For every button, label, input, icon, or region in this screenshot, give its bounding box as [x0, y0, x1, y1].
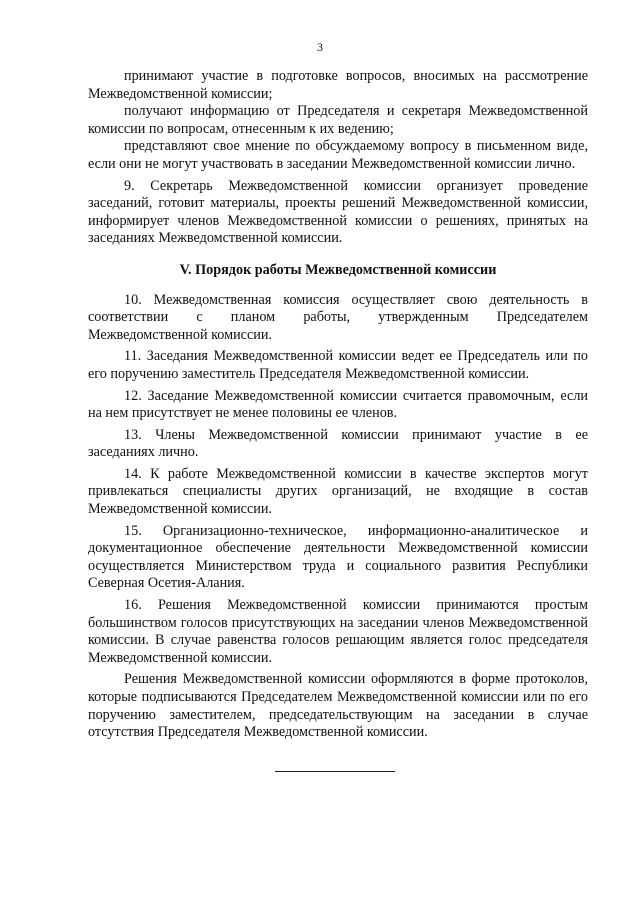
end-divider-line: [275, 771, 395, 772]
paragraph: 14. К работе Межведомственной комиссии в качестве экспертов могут привлекаться специалисты других организаций, не входящие в состав Межведомственной комиссии.: [88, 465, 588, 518]
paragraph: 13. Члены Межведомственной комиссии принимают участие в ее заседаниях лично.: [88, 426, 588, 461]
document-body: [88, 68, 588, 742]
paragraph: 9. Секретарь Межведомственной комиссии организует проведение заседаний, готовит материалы, проекты решений Межведомственной комиссии, информирует членов Межведомственной комиссии о решениях, принятых на заседаниях Межведомственной комиссии.: [88, 177, 588, 247]
paragraph: 15. Организационно-техническое, информационно-аналитическое и документационное обеспечение деятельности Межведомственной комиссии осуществляется Министерством труда и социального развития Республики Северная Осетия-Алания.: [88, 522, 588, 592]
paragraph: Решения Межведомственной комиссии оформляются в форме протоколов, которые подписываются Председателем Межведомственной комиссии или по его поручению заместителем, председательствующим на заседании в случае отсутствия Председателя Межведомственной комиссии.: [88, 671, 588, 741]
paragraph: 16. Решения Межведомственной комиссии принимаются простым большинством голосов присутствующих на заседании членов Межведомственной комиссии. В случае равенства голосов решающим является голос председателя Межведомственной комиссии.: [88, 597, 588, 666]
paragraph: 10. Межведомственная комиссия осуществляет свою деятельность в соответствии с планом работы, утвержденным Председателем Межведомственной комиссии.: [88, 291, 588, 343]
paragraph: 12. Заседание Межведомственной комиссии считается правомочным, если на нем присутствует не менее половины ее членов.: [88, 387, 588, 422]
paragraph: 11. Заседания Межведомственной комиссии ведет ее Председатель или по его поручению заместитель Председателя Межведомственной комиссии.: [88, 348, 588, 382]
section-heading: V. Порядок работы Межведомственной комиссии: [179, 261, 497, 278]
paragraph: принимают участие в подготовке вопросов, вносимых на рассмотрение Межведомственной комиссии;: [88, 68, 588, 102]
paragraph: получают информацию от Председателя и секретаря Межведомственной комиссии по вопросам, отнесенным к их ведению;: [88, 103, 588, 137]
paragraph: представляют свое мнение по обсуждаемому вопросу в письменном виде, если они не могут участвовать в заседании Межведомственной комиссии лично.: [88, 138, 588, 172]
page-number: 3: [317, 40, 323, 54]
